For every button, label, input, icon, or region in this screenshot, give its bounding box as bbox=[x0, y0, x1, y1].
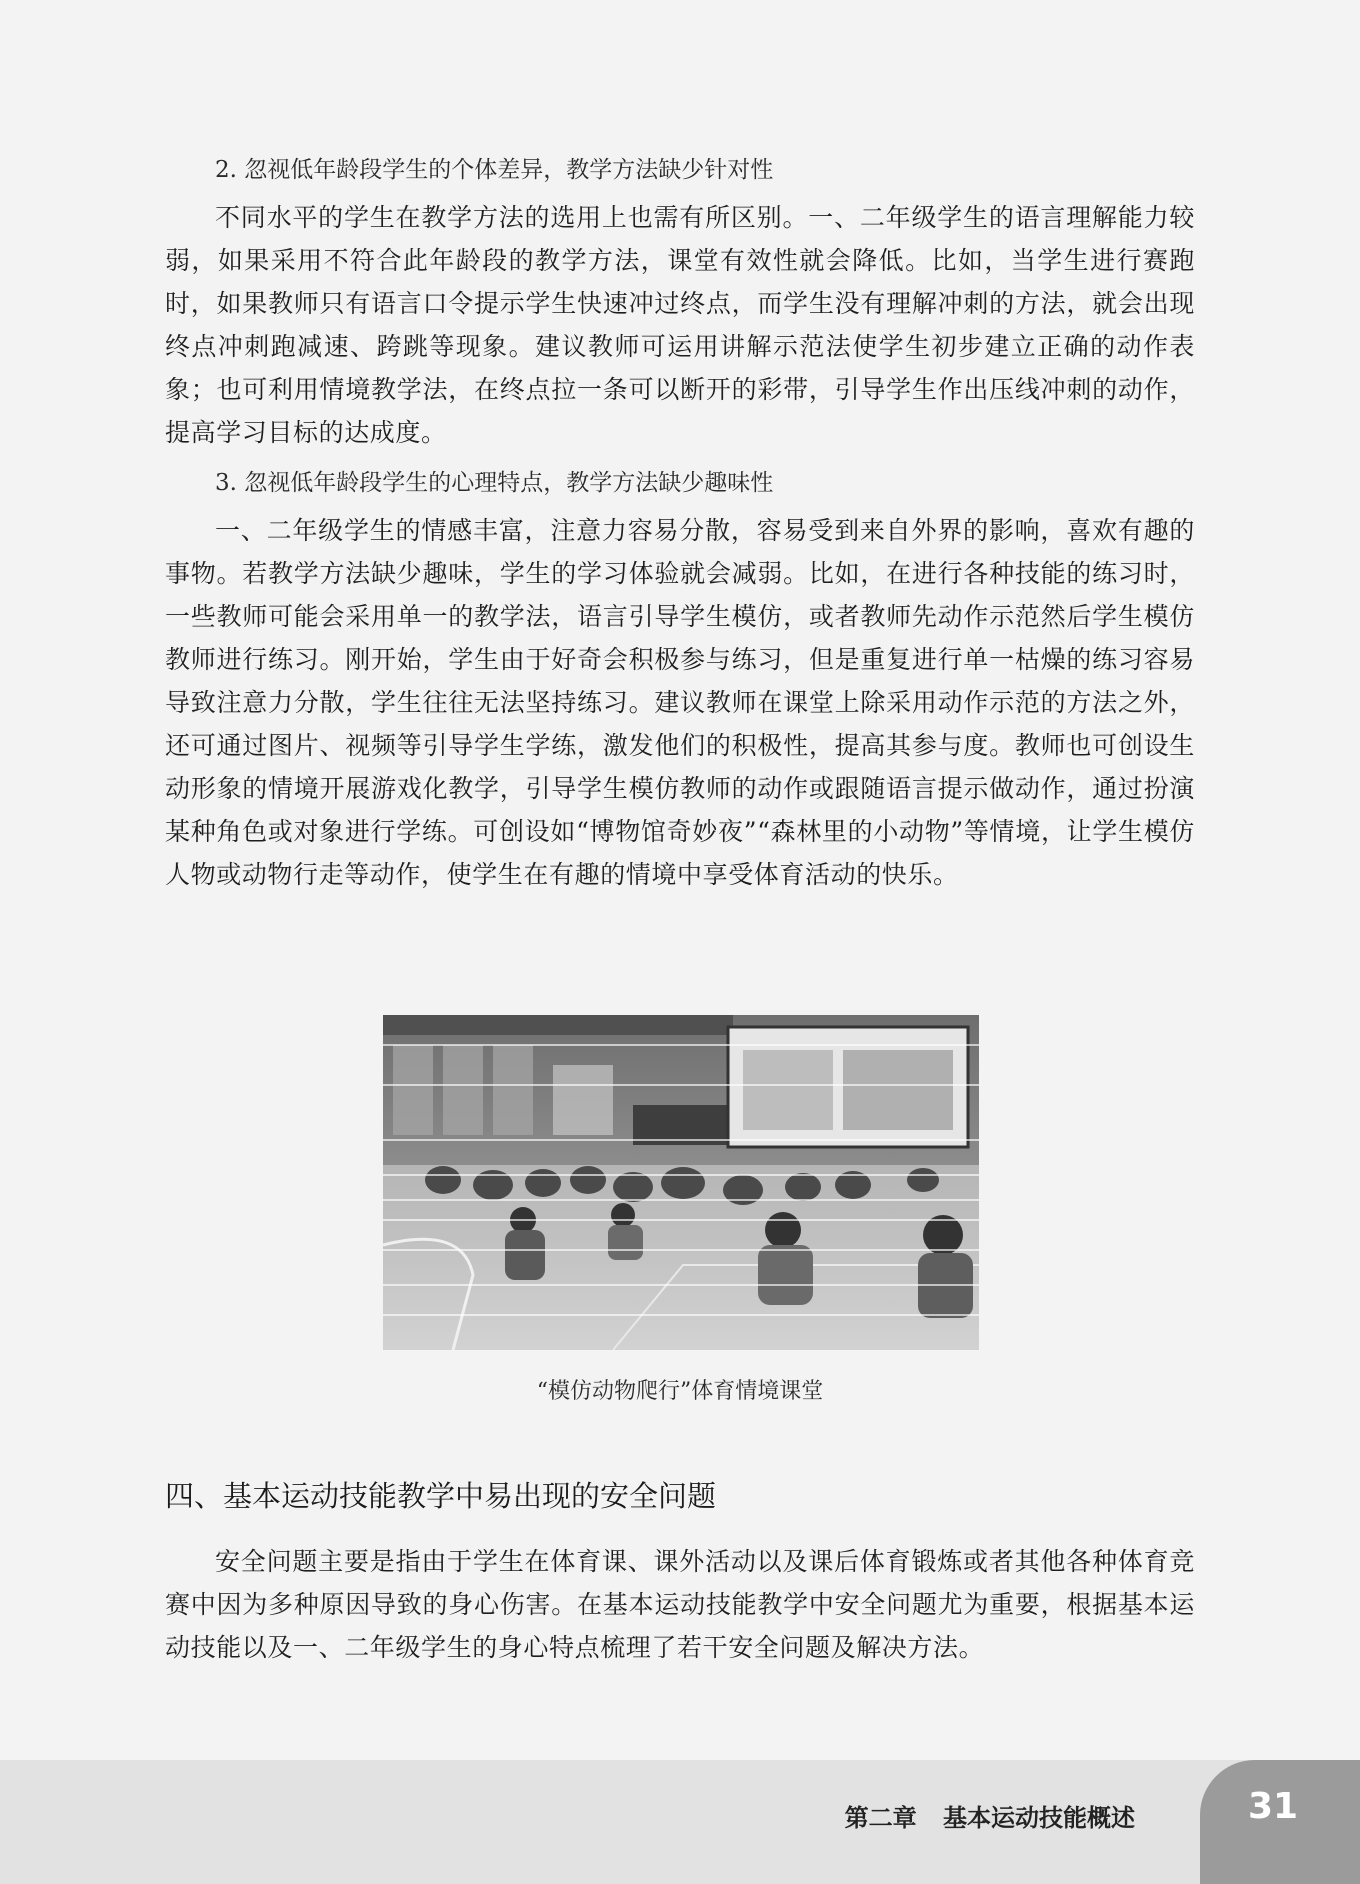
subsection-heading-3: 3. 忽视低年龄段学生的心理特点，教学方法缺少趣味性 bbox=[215, 470, 774, 496]
paragraph-3: 一、二年级学生的情感丰富，注意力容易分散，容易受到来自外界的影响，喜欢有趣的事物。若教学方法缺少趣味，学生的学习体验就会减弱。比如，在进行各种技能的练习时，一些教师可能会采用单一的教学法，语言引导学生模仿，或者教师先动作示范然后学生模仿教师进行练习。刚开始，学生由于好奇会积极参与练习，但是重复进行单一枯燥的练习容易导致注意力分散，学生往往无法坚持练习。建议教师在课堂上除采用动作示范的方法之外，还可通过图片、视频等引导学生学练，激发他们的积极性，提高其参与度。教师也可创设生动形象的情境开展游戏化教学，引导学生模仿教师的动作或跟随语言提示做动作，通过扮演某种角色或对象进行学练。可创设如“博物馆奇妙夜”“森林里的小动物”等情境，让学生模仿人物或动物行走等动作，使学生在有趣的情境中享受体育活动的快乐。 bbox=[165, 516, 1195, 889]
paragraph-4: 安全问题主要是指由于学生在体育课、课外活动以及课后体育锻炼或者其他各种体育竞赛中因为多种原因导致的身心伤害。在基本运动技能教学中安全问题尤为重要，根据基本运动技能以及一、二年级学生的身心特点梳理了若干安全问题及解决方法。 bbox=[165, 1547, 1195, 1662]
paragraph-2: 不同水平的学生在教学方法的选用上也需有所区别。一、二年级学生的语言理解能力较弱，如果采用不符合此年龄段的教学方法，课堂有效性就会降低。比如，当学生进行赛跑时，如果教师只有语言口令提示学生快速冲过终点，而学生没有理解冲刺的方法，就会出现终点冲刺跑减速、跨跳等现象。建议教师可运用讲解示范法使学生初步建立正确的动作表象；也可利用情境教学法，在终点拉一条可以断开的彩带，引导学生作出压线冲刺的动作，提高学习目标的达成度。 bbox=[165, 203, 1195, 447]
main-text bbox=[165, 155, 1195, 910]
figure-caption: “模仿动物爬行”体育情境课堂 bbox=[536, 1379, 824, 1404]
section4-text bbox=[165, 1540, 1195, 1683]
classroom-photo bbox=[383, 1015, 979, 1350]
subsection-heading-2: 2. 忽视低年龄段学生的个体差异，教学方法缺少针对性 bbox=[215, 157, 774, 183]
chapter-title: 第二章 基本运动技能概述 bbox=[844, 1804, 1135, 1832]
page-number-tab bbox=[1200, 1760, 1360, 1884]
section-title: 四、基本运动技能教学中易出现的安全问题 bbox=[165, 1479, 717, 1513]
page-number: 31 bbox=[1248, 1786, 1299, 1827]
page-footer bbox=[0, 1760, 1360, 1884]
